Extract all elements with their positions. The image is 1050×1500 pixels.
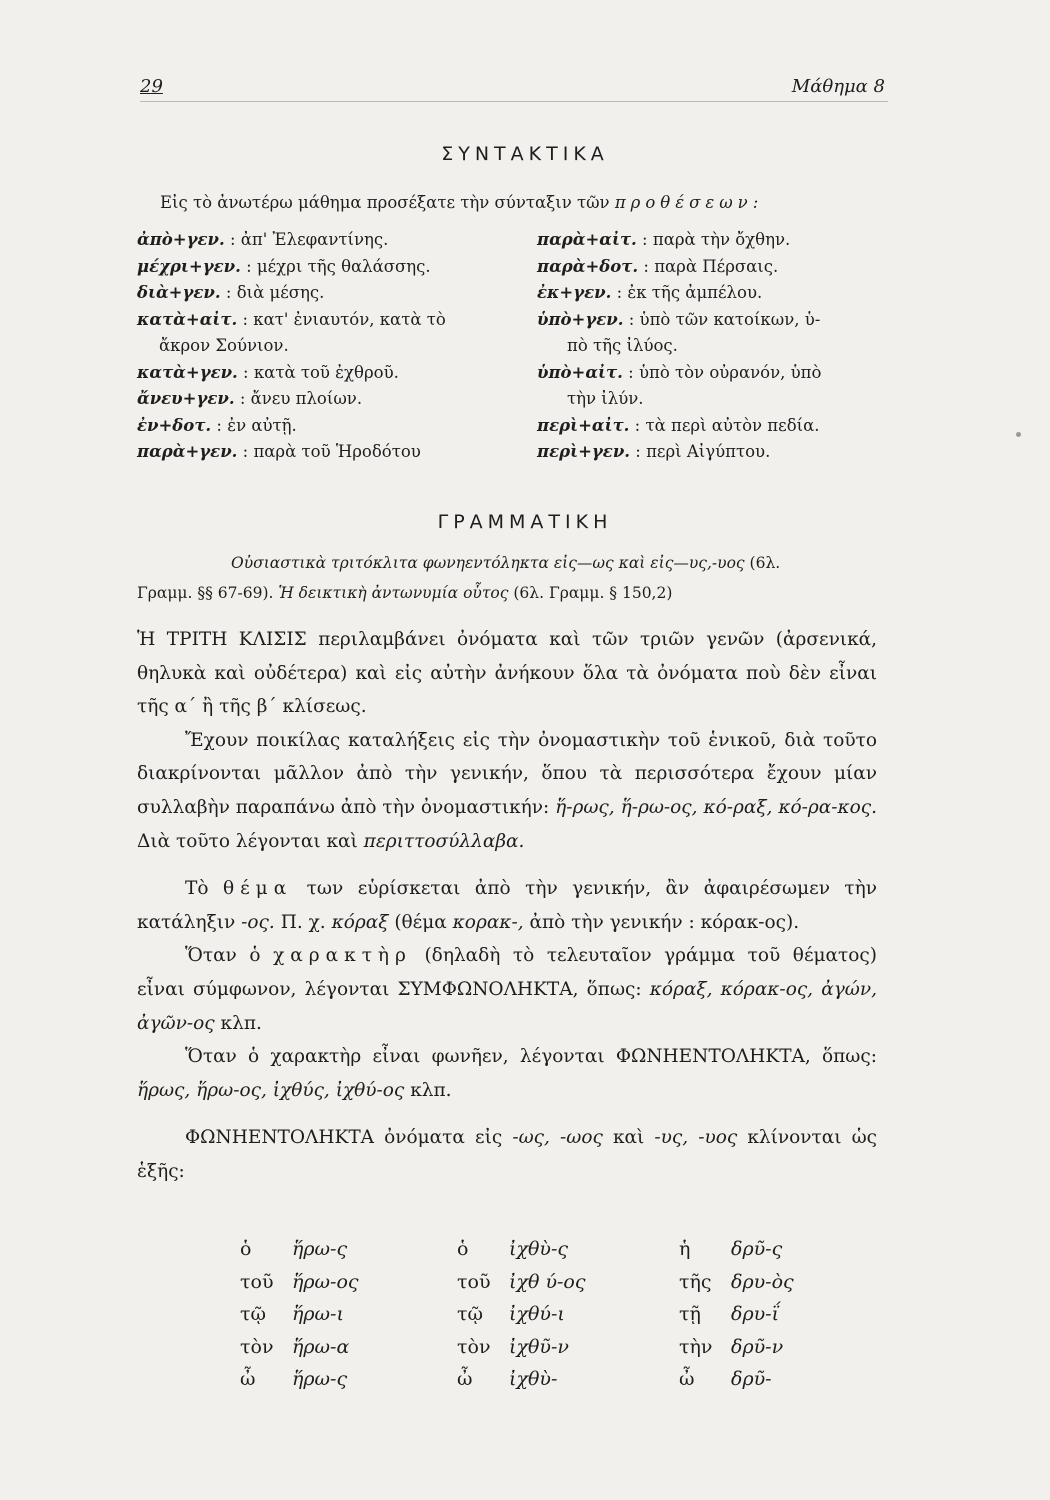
preposition-item: ἄνευ+γεν. : ἄνευ πλοίων.: [137, 389, 363, 408]
preposition-item-continuation: τὴν ἰλύν.: [567, 389, 644, 408]
declension-row-dative: τῷ ἥρω-ι τῷ ἰχθύ-ι τῇ δρυ-ΐ: [240, 1303, 780, 1325]
paragraph-consonant-stems: Ὅταν ὁ χαρακτὴρ (δηλαδὴ τὸ τελευταῖον γράμμα τοῦ θέματος) εἶναι σύμφωνον, λέγονται ΣΥΜΦΩΝΟΛΗΚΤΑ, ὅπως: κόραξ, κόρακ-ος, ἀγών, ἀγῶν-ος κλπ.: [137, 945, 877, 1034]
preposition-item: διὰ+γεν. : διὰ μέσης.: [137, 283, 325, 302]
declension-table: [240, 1238, 851, 1401]
header-rule: [140, 101, 888, 102]
declension-row-vocative: ὦ ἥρω-ς ὦ ἰχθὺ- ὦ δρῦ-: [240, 1368, 772, 1390]
preposition-item: ἀπὸ+γεν. : ἀπ' Ἐλεφαντίνης.: [137, 230, 389, 249]
grammar-reference-note: Οὐσιαστικὰ τριτόκλιτα φωνηεντόληκτα εἰς—ως καὶ εἰς—υς,-υος (6λ. Γραμμ. §§ 67-69). Ἡ δεικτικὴ ἀντωνυμία οὗτος (6λ. Γραμμ. § 150,2): [137, 554, 781, 602]
preposition-item: μέχρι+γεν. : μέχρι τῆς θαλάσσης.: [137, 256, 431, 276]
paragraph-third-declension: Ἡ ΤΡΙΤΗ ΚΛΙΣΙΣ περιλαμβάνει ὀνόματα καὶ τῶν τριῶν γενῶν (ἀρσενικά, θηλυκὰ καὶ οὐδέτερα) καὶ εἰς αὐτὴν ἀνήκουν ὅλα τὰ ὀνόματα ποὺ δὲν εἶναι τῆς α΄ ἢ τῆς β΄ κλίσεως.: [137, 629, 877, 718]
preposition-item: περὶ+γεν. : περὶ Αἰγύπτου.: [537, 442, 771, 461]
preposition-item: κατὰ+αἰτ. : κατ' ἐνιαυτόν, κατὰ τὸ: [137, 309, 446, 329]
preposition-item: ὑπὸ+γεν. : ὑπὸ τῶν κατοίκων, ὑ-: [537, 309, 821, 329]
preposition-item: κατὰ+γεν. : κατὰ τοῦ ἐχθροῦ.: [137, 362, 399, 382]
grammar-body: [137, 623, 877, 1189]
preposition-item-continuation: πὸ τῆς ἰλύος.: [567, 336, 678, 355]
preposition-item: περὶ+αἰτ. : τὰ περὶ αὐτὸν πεδία.: [537, 415, 820, 435]
paragraph-declension-intro: ΦΩΝΗΕΝΤΟΛΗΚΤΑ ὀνόματα εἰς -ως, -ωος καὶ -υς, -υος κλίνονται ὡς ἑξῆς:: [137, 1127, 878, 1182]
paragraph-stem: Τὸ θέμα των εὑρίσκεται ἀπὸ τὴν γενικήν, ἂν ἀφαιρέσωμεν τὴν κατάληξιν -ος. Π. χ. κόραξ (θέμα κορακ-, ἀπὸ τὴν γενικήν : κόρακ-ος).: [137, 878, 877, 933]
grammar-title: ΓΡΑΜΜΑΤΙΚΗ: [437, 511, 613, 533]
declension-row-nominative: ὁ ἥρω-ς ὁ ἰχθὺ-ς ἡ δρῦ-ς: [240, 1238, 783, 1260]
preposition-item: παρὰ+δοτ. : παρὰ Πέρσαις.: [537, 256, 779, 276]
syntax-intro: [160, 193, 763, 212]
preposition-item: ὑπὸ+αἰτ. : ὑπὸ τὸν οὐρανόν, ὑπὸ: [537, 362, 822, 382]
margin-speck: [1016, 432, 1021, 437]
preposition-list-right: [537, 227, 872, 466]
page-number: 29: [140, 76, 163, 97]
paragraph-endings: Ἔχουν ποικίλας καταλήξεις εἰς τὴν ὀνομαστικὴν τοῦ ἑνικοῦ, διὰ τοῦτο διακρίνονται μᾶλλον ἀπὸ τὴν γενικήν, ὅπου τὰ περισσότερα ἔχουν μίαν συλλαβὴν παραπάνω ἀπὸ τὴν ὀνομαστικήν: ἥ-ρως, ἥ-ρω-ος, κό-ραξ, κό-ρα-κος. Διὰ τοῦτο λέγονται καὶ περιττοσύλλαβα.: [137, 729, 877, 852]
lesson-label: Μάθημα 8: [791, 76, 885, 97]
syntax-title: ΣΥΝΤΑΚΤΙΚΑ: [441, 143, 609, 165]
intro-text: Εἰς τὸ ἀνωτέρω μάθημα προσέξατε τὴν σύνταξιν τῶν: [160, 193, 610, 212]
intro-spaced-word: προθέσεων:: [614, 193, 764, 212]
preposition-item-continuation: ἄκρον Σούνιον.: [159, 336, 289, 355]
declension-row-accusative: τὸν ἥρω-α τὸν ἰχθῦ-ν τὴν δρῦ-ν: [240, 1335, 784, 1358]
declension-row-genitive: τοῦ ἥρω-ος τοῦ ἰχθ ύ-ος τῆς δρυ-ὸς: [240, 1270, 794, 1293]
preposition-list-left: [137, 227, 517, 466]
preposition-item: ἐν+δοτ. : ἐν αὐτῇ.: [137, 415, 297, 435]
paragraph-vowel-stems: Ὅταν ὁ χαρακτὴρ εἶναι φωνῆεν, λέγονται ΦΩΝΗΕΝΤΟΛΗΚΤΑ, ὅπως: ἥρως, ἥρω-ος, ἰχθύς, ἰχθύ-ος κλπ.: [137, 1046, 877, 1101]
preposition-item: παρὰ+αἰτ. : παρὰ τὴν ὄχθην.: [537, 230, 791, 249]
preposition-item: παρὰ+γεν. : παρὰ τοῦ Ἡροδότου: [137, 442, 421, 461]
preposition-item: ἐκ+γεν. : ἐκ τῆς ἀμπέλου.: [537, 283, 763, 302]
